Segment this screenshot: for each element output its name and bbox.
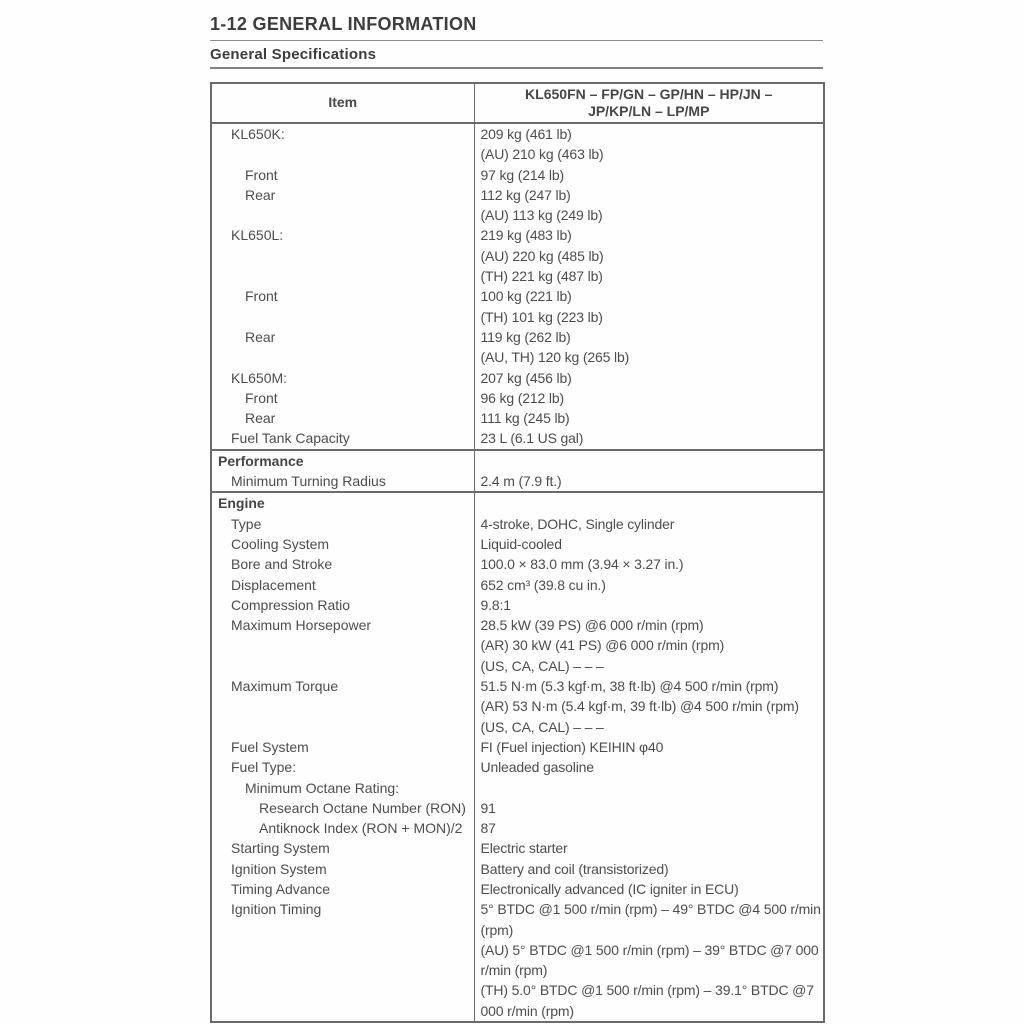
table-row — [211, 899, 824, 940]
column-header-item: Item — [211, 83, 474, 123]
table-row — [211, 838, 824, 858]
item-cell: Ignition Timing — [231, 901, 322, 918]
table-row — [211, 368, 824, 388]
table-row — [211, 225, 824, 245]
table-row — [211, 428, 824, 449]
value-cell: 97 kg (214 lb) — [474, 165, 824, 185]
item-cell — [211, 980, 474, 1022]
table-row — [211, 595, 824, 615]
item-cell: Engine — [211, 492, 474, 513]
item-cell — [211, 307, 474, 327]
value-cell: FI (Fuel injection) KEIHIN φ40 — [474, 737, 824, 757]
value-cell: (AU) 210 kg (463 lb) — [474, 144, 824, 164]
table-row — [211, 757, 824, 777]
item-cell: Starting System — [231, 840, 330, 857]
table-row — [211, 246, 824, 266]
value-cell: Electronically advanced (IC igniter in ECU) — [474, 879, 824, 899]
value-cell: (TH) 221 kg (487 lb) — [474, 266, 824, 286]
model-codes-line-2: JP/KP/LN – LP/MP — [588, 102, 710, 119]
page-title: 1-12 GENERAL INFORMATION — [210, 14, 823, 41]
table-row — [211, 778, 824, 798]
general-specifications-table — [210, 82, 825, 1023]
table-row — [211, 286, 824, 306]
item-cell — [211, 940, 474, 981]
table-header — [211, 83, 824, 123]
table-row — [211, 656, 824, 676]
item-cell — [211, 656, 474, 676]
value-cell: 96 kg (212 lb) — [474, 388, 824, 408]
table-row — [211, 554, 824, 574]
value-cell: 209 kg (461 lb) — [474, 123, 824, 144]
value-cell: 100 kg (221 lb) — [474, 286, 824, 306]
item-cell: Cooling System — [231, 535, 330, 552]
table-row — [211, 408, 824, 428]
table-row — [211, 307, 824, 327]
value-cell: 5° BTDC @1 500 r/min (rpm) – 49° BTDC @4 500 r/min (rpm) — [474, 899, 824, 940]
value-cell: (US, CA, CAL) – – – — [474, 717, 824, 737]
table-row — [211, 327, 824, 347]
value-cell: (AU, TH) 120 kg (265 lb) — [474, 347, 824, 367]
item-cell — [211, 347, 474, 367]
table-row — [211, 185, 824, 205]
item-cell: Front — [245, 389, 278, 406]
value-cell: Liquid-cooled — [474, 534, 824, 554]
value-cell — [474, 492, 824, 513]
table-row — [211, 471, 824, 492]
value-cell: (US, CA, CAL) – – – — [474, 656, 824, 676]
item-cell: Rear — [245, 410, 276, 427]
item-cell: Displacement — [231, 576, 316, 593]
item-cell: Performance — [211, 450, 474, 471]
item-cell: Type — [231, 515, 262, 532]
value-cell: (TH) 5.0° BTDC @1 500 r/min (rpm) – 39.1° BTDC @7 000 r/min (rpm) — [474, 980, 824, 1022]
value-cell: 51.5 N·m (5.3 kgf·m, 38 ft·lb) @4 500 r/min (rpm) — [474, 676, 824, 696]
value-cell: (AU) 220 kg (485 lb) — [474, 246, 824, 266]
item-cell: Fuel System — [231, 738, 309, 755]
value-cell: 100.0 × 83.0 mm (3.94 × 3.27 in.) — [474, 554, 824, 574]
item-cell — [211, 144, 474, 164]
table-row — [211, 879, 824, 899]
item-cell — [211, 246, 474, 266]
model-codes-line-1: KL650FN – FP/GN – GP/HN – HP/JN – — [525, 86, 773, 102]
value-cell: Unleaded gasoline — [474, 757, 824, 777]
table-row — [211, 575, 824, 595]
value-cell: 4-stroke, DOHC, Single cylinder — [474, 514, 824, 534]
table-row — [211, 818, 824, 838]
item-cell: Timing Advance — [231, 880, 331, 897]
section-title: General Specifications — [210, 41, 823, 69]
value-cell: (AR) 30 kW (41 PS) @6 000 r/min (rpm) — [474, 635, 824, 655]
table-row — [211, 165, 824, 185]
value-cell: 2.4 m (7.9 ft.) — [474, 471, 824, 492]
item-cell: Compression Ratio — [231, 596, 351, 613]
value-cell: (TH) 101 kg (223 lb) — [474, 307, 824, 327]
table-row — [211, 514, 824, 534]
item-cell: Rear — [245, 328, 276, 345]
value-cell: 112 kg (247 lb) — [474, 185, 824, 205]
item-cell — [211, 717, 474, 737]
table-row — [211, 347, 824, 367]
table-row — [211, 205, 824, 225]
item-cell: Front — [245, 288, 278, 305]
item-cell: Minimum Octane Rating: — [245, 779, 400, 796]
item-cell: Research Octane Number (RON) — [259, 799, 466, 816]
value-cell: 9.8:1 — [474, 595, 824, 615]
table-row — [211, 266, 824, 286]
value-cell: (AU) 113 kg (249 lb) — [474, 205, 824, 225]
table-row — [211, 798, 824, 818]
value-cell: 23 L (6.1 US gal) — [474, 428, 824, 449]
item-cell: Minimum Turning Radius — [231, 473, 386, 490]
value-cell: 91 — [474, 798, 824, 818]
table-row — [211, 635, 824, 655]
value-cell: 119 kg (262 lb) — [474, 327, 824, 347]
item-cell: KL650K: — [231, 126, 285, 142]
item-cell: Antiknock Index (RON + MON)/2 — [259, 820, 463, 837]
item-cell — [211, 635, 474, 655]
value-cell: 111 kg (245 lb) — [474, 408, 824, 428]
item-cell: Bore and Stroke — [231, 556, 333, 573]
header-row — [211, 83, 824, 123]
value-cell — [474, 450, 824, 471]
item-cell: KL650M: — [231, 369, 288, 386]
item-cell: Rear — [245, 186, 276, 203]
value-cell: 28.5 kW (39 PS) @6 000 r/min (rpm) — [474, 615, 824, 635]
table-row — [211, 534, 824, 554]
value-cell: 652 cm³ (39.8 cu in.) — [474, 575, 824, 595]
section-row — [211, 492, 824, 513]
item-cell: Fuel Type: — [231, 759, 297, 776]
value-cell: (AU) 5° BTDC @1 500 r/min (rpm) – 39° BTDC @7 000 r/min (rpm) — [474, 940, 824, 981]
item-cell: Front — [245, 166, 278, 183]
table-row — [211, 940, 824, 981]
value-cell: 87 — [474, 818, 824, 838]
table-row — [211, 696, 824, 716]
item-cell — [211, 205, 474, 225]
value-cell: Electric starter — [474, 838, 824, 858]
table-row — [211, 859, 824, 879]
item-cell — [211, 266, 474, 286]
table-row — [211, 676, 824, 696]
table-row — [211, 388, 824, 408]
item-cell: Fuel Tank Capacity — [231, 430, 350, 447]
value-cell: 219 kg (483 lb) — [474, 225, 824, 245]
table-row — [211, 144, 824, 164]
value-cell — [474, 778, 824, 798]
value-cell: (AR) 53 N·m (5.4 kgf·m, 39 ft·lb) @4 500 r/min (rpm) — [474, 696, 824, 716]
page-content — [210, 14, 823, 1023]
table-row — [211, 980, 824, 1022]
section-row — [211, 450, 824, 471]
item-cell: KL650L: — [231, 227, 284, 244]
item-cell: Ignition System — [231, 860, 327, 877]
table-row — [211, 737, 824, 757]
table-row — [211, 615, 824, 635]
value-cell: Battery and coil (transistorized) — [474, 859, 824, 879]
item-cell: Maximum Torque — [231, 678, 339, 695]
value-cell: 207 kg (456 lb) — [474, 368, 824, 388]
item-cell — [211, 696, 474, 716]
item-cell: Maximum Horsepower — [231, 617, 372, 634]
spec-table-body — [211, 123, 824, 1022]
column-header-models — [474, 83, 824, 123]
table-row — [211, 123, 824, 144]
table-row — [211, 717, 824, 737]
